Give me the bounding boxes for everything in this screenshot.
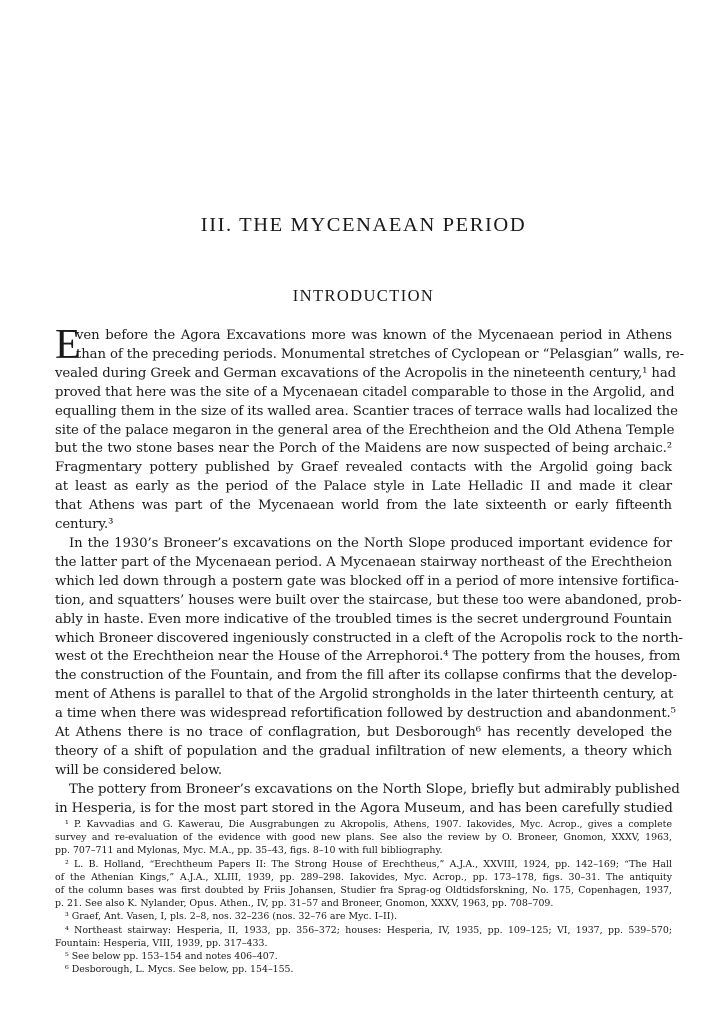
- body-line: in Hesperia, is for the most part stored in the Agora Museum, and has been carefully studied: [55, 800, 673, 816]
- drop-cap: E: [55, 322, 81, 368]
- footnote-line: ⁶ Desborough, L. Mycs. See below, pp. 154–155.: [65, 964, 294, 976]
- footnote-line: survey and re-evaluation of the evidence with good new plans. See also the review by O. Broneer, Gnomon, XXXV, 1963,: [55, 832, 672, 844]
- body-line: the latter part of the Mycenaean period. A Mycenaean stairway northeast of the Erechtheion: [55, 554, 672, 570]
- footnote-line: ³ Graef, Ant. Vasen, I, pls. 2–8, nos. 32–236 (nos. 32–76 are Myc. I–II).: [65, 911, 398, 923]
- body-line: Fragmentary pottery published by Graef revealed contacts with the Argolid going back: [55, 460, 672, 476]
- body-line: will be considered below.: [55, 762, 222, 778]
- body-line: equalling them in the size of its walled area. Scantier traces of terrace walls had localized the: [55, 403, 678, 419]
- body-line: In the 1930’s Broneer’s excavations on the North Slope produced important evidence for: [69, 535, 672, 551]
- body-line: that Athens was part of the Mycenaean world from the late sixteenth or early fifteenth: [55, 498, 672, 514]
- footnote-line: ⁴ Northeast stairway: Hesperia, II, 1933, pp. 356–372; houses: Hesperia, IV, 1935, pp. 109–125; VI, 1937, pp. 539–570;: [65, 924, 672, 936]
- footnote-line: Fountain: Hesperia, VIII, 1939, pp. 317–433.: [55, 937, 268, 949]
- body-line: west ot the Erechtheion near the House of the Arrephoroi.⁴ The pottery from the houses, from: [55, 649, 681, 665]
- footnote-line: pp. 707–711 and Mylonas, Myc. M.A., pp. 35–43, figs. 8–10 with full bibliography.: [55, 845, 443, 857]
- body-line: which led down through a postern gate was blocked off in a period of more intensive fortifica-: [55, 573, 679, 589]
- body-line: theory of a shift of population and the gradual infiltration of new elements, a theory which: [55, 743, 672, 759]
- footnotes: [55, 818, 672, 976]
- body-line: than of the preceding periods. Monumental stretches of Cyclopean or “Pelasgian” walls, re-: [76, 346, 685, 362]
- body-line: which Broneer discovered ingeniously constructed in a cleft of the Acropolis rock to the north-: [55, 630, 683, 646]
- body-line: vealed during Greek and German excavations of the Acropolis in the nineteenth century,¹ had: [55, 365, 677, 381]
- body-line: proved that here was the site of a Mycenaean citadel comparable to those in the Argolid, and: [55, 384, 675, 400]
- body-line: ably in haste. Even more indicative of the troubled times is the secret underground Fountain: [55, 611, 672, 627]
- footnote-line: ¹ P. Kavvadias and G. Kawerau, Die Ausgrabungen zu Akropolis, Athens, 1907. Iakovides, Myc. Acrop., gives a complete: [65, 819, 672, 830]
- body-text: [55, 322, 685, 819]
- footnote-line: ⁵ See below pp. 153–154 and notes 406–407.: [65, 950, 278, 962]
- footnote-line: of the Athenian Kings,” A.J.A., XLIII, 1939, pp. 289–298. Iakovides, Myc. Acrop., pp. 173–178, figs. 30–31. The antiquity: [55, 871, 672, 883]
- body-line: but the two stone bases near the Porch of the Maidens are now suspected of being archaic.²: [55, 441, 672, 457]
- footnote-line: p. 21. See also K. Nylander, Opus. Athen., IV, pp. 31–57 and Broneer, Gnomon, XXXV, 1963, pp. 708–709.: [55, 898, 554, 910]
- section-title: INTRODUCTION: [292, 286, 435, 305]
- body-line: ven before the Agora Excavations more was known of the Mycenaean period in Athens: [76, 328, 672, 343]
- footnote-line: ² L. B. Holland, “Erechtheum Papers II: The Strong House of Erechtheus,” A.J.A., XXVIII, 1924, pp. 142–169; “The Hall: [65, 858, 672, 870]
- body-line: tion, and squatters’ houses were built over the staircase, but these too were abandoned, prob-: [55, 592, 682, 608]
- body-line: century.³: [55, 517, 114, 533]
- body-line: ment of Athens is parallel to that of the Argolid strongholds in the later thirteenth century, at: [55, 687, 674, 703]
- body-line: the construction of the Fountain, and from the fill after its collapse confirms that the develop-: [55, 668, 677, 684]
- body-line: a time when there was widespread refortification followed by destruction and abandonment.⁵: [55, 706, 676, 722]
- chapter-title: III. THE MYCENAEAN PERIOD: [200, 214, 527, 236]
- footnote-line: of the column bases was first doubted by Friis Johansen, Studier fra Sprag-og Oldtidsforskning, No. 175, Copenhagen, 1937,: [55, 884, 672, 896]
- body-line: at least as early as the period of the Palace style in Late Helladic II and made it clear: [55, 479, 672, 495]
- body-line: The pottery from Broneer’s excavations on the North Slope, briefly but admirably published: [69, 781, 680, 797]
- body-line: site of the palace megaron in the general area of the Erechtheion and the Old Athena Temple: [55, 422, 675, 438]
- body-line: At Athens there is no trace of conflagration, but Desborough⁶ has recently developed the: [55, 725, 672, 741]
